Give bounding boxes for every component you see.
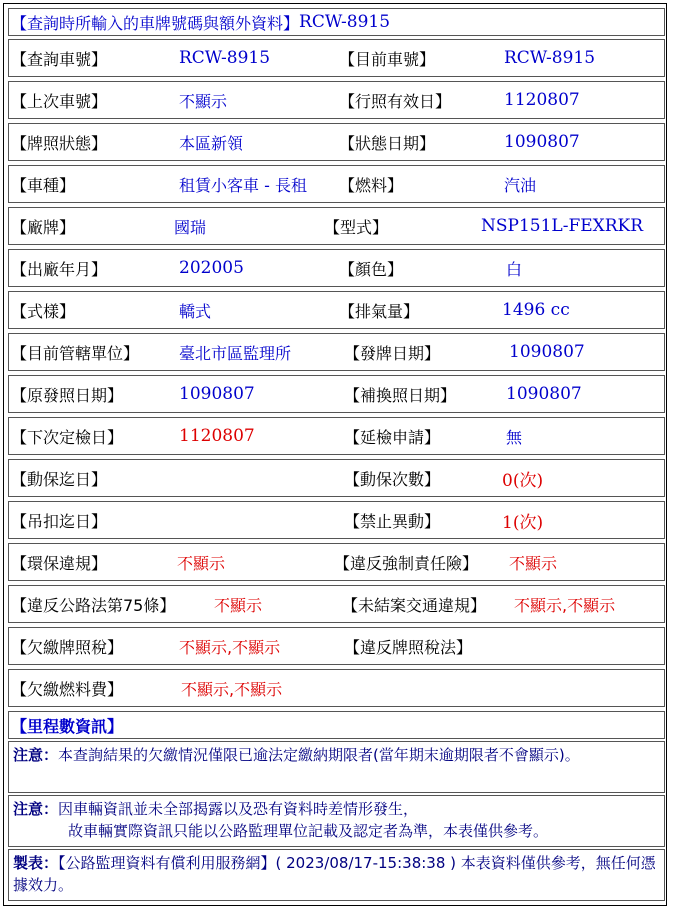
field-label: 【吊扣迄日】 <box>11 511 108 531</box>
field-label: 【顏色】 <box>339 259 404 279</box>
field-value: 不顯示,不顯示 <box>181 679 283 699</box>
field-value: 1(次) <box>502 512 544 533</box>
field-value: 不顯示 <box>179 91 228 111</box>
field-label: 【行照有效日】 <box>339 91 452 111</box>
field-value: 本區新領 <box>179 133 244 153</box>
info-row <box>8 627 665 665</box>
field-value: 租賃小客車 - 長租 <box>179 175 307 195</box>
footer-text: 【公路監理資料有償利用服務網】( 2023/08/17-15:38:38 ) 本表資料僅供參考，無任何憑據效力。 <box>13 854 656 894</box>
field-value: 轎式 <box>179 301 212 321</box>
field-label: 【車種】 <box>11 175 76 195</box>
page-title <box>11 9 390 35</box>
field-value: 不顯示 <box>214 595 263 615</box>
info-row <box>8 123 665 161</box>
field-label: 【延檢申請】 <box>344 427 441 447</box>
field-label: 【式樣】 <box>11 301 76 321</box>
note-2 <box>8 795 665 847</box>
info-row <box>8 459 665 497</box>
info-row <box>8 291 665 329</box>
field-value: NSP151L-FEXRKR <box>481 216 644 236</box>
header-row <box>8 8 665 36</box>
mileage-row <box>8 711 665 739</box>
field-label: 【動保次數】 <box>344 469 441 489</box>
info-row <box>8 417 665 455</box>
field-value: 不顯示 <box>509 553 558 573</box>
field-label: 【查詢車號】 <box>11 49 108 69</box>
info-row <box>8 81 665 119</box>
note-2-line-2: 故車輛實際資訊只能以公路監理單位記載及認定者為準，本表僅供參考。 <box>68 822 549 840</box>
field-value: 1090807 <box>179 384 255 404</box>
field-label: 【環保違規】 <box>11 553 108 573</box>
field-value: RCW-8915 <box>504 48 596 68</box>
note-2-line-1: 因車輛資訊並未全部揭露以及恐有資料時差情形發生， <box>58 800 419 818</box>
field-label: 【禁止異動】 <box>344 511 441 531</box>
field-label: 【目前車號】 <box>339 49 436 69</box>
field-label: 【違反牌照稅法】 <box>344 637 473 657</box>
field-value: 臺北市區監理所 <box>179 343 292 363</box>
page-title-text: 【查詢時所輸入的車牌號碼與額外資料】 <box>11 13 300 33</box>
field-value: RCW-8915 <box>179 48 271 68</box>
field-label: 【目前管轄單位】 <box>11 343 140 363</box>
field-label: 【型式】 <box>324 217 389 237</box>
field-label: 【欠繳牌照稅】 <box>11 637 124 657</box>
mileage-title: 【里程數資訊】 <box>11 716 124 736</box>
field-label: 【牌照狀態】 <box>11 133 108 153</box>
info-row <box>8 207 665 245</box>
field-label: 【廠牌】 <box>11 217 76 237</box>
field-value: 1120807 <box>504 90 580 110</box>
field-label: 【狀態日期】 <box>339 133 436 153</box>
info-row <box>8 501 665 539</box>
info-row <box>8 249 665 287</box>
field-label: 【燃料】 <box>339 175 404 195</box>
field-value: 0(次) <box>502 470 544 491</box>
info-row <box>8 165 665 203</box>
note-1-text: 本查詢結果的欠繳情況僅限已逾法定繳納期限者(當年期末逾期限者不會顯示)。 <box>58 746 580 764</box>
field-label: 【原發照日期】 <box>11 385 124 405</box>
field-label: 【出廠年月】 <box>11 259 108 279</box>
page-title-plate: RCW-8915 <box>299 12 391 32</box>
field-label: 【發牌日期】 <box>344 343 441 363</box>
field-value: 1090807 <box>504 132 580 152</box>
field-value: 1496 cc <box>502 300 570 320</box>
field-value: 不顯示,不顯示 <box>514 595 616 615</box>
field-value: 白 <box>506 259 523 279</box>
field-value: 國瑞 <box>174 217 207 237</box>
note-1-key: 注意： <box>13 746 59 764</box>
info-row <box>8 543 665 581</box>
field-label: 【上次車號】 <box>11 91 108 111</box>
field-label: 【未結案交通違規】 <box>342 595 487 615</box>
field-value: 1090807 <box>509 342 585 362</box>
field-label: 【補換照日期】 <box>344 385 457 405</box>
field-value: 無 <box>506 427 523 447</box>
field-label: 【排氣量】 <box>339 301 420 321</box>
footer-key: 製表： <box>13 854 59 872</box>
info-row <box>8 585 665 623</box>
info-row <box>8 333 665 371</box>
footer-note <box>8 849 665 901</box>
field-value: 1090807 <box>506 384 582 404</box>
note-1 <box>8 741 665 793</box>
field-value: 不顯示,不顯示 <box>179 637 281 657</box>
field-label: 【違反強制責任險】 <box>334 553 479 573</box>
field-value: 不顯示 <box>177 553 226 573</box>
field-label: 【下次定檢日】 <box>11 427 124 447</box>
field-label: 【動保迄日】 <box>11 469 108 489</box>
info-row <box>8 39 665 77</box>
field-value: 1120807 <box>179 426 255 446</box>
info-row <box>8 669 665 707</box>
field-value: 汽油 <box>504 175 537 195</box>
field-label: 【違反公路法第75條】 <box>11 595 176 615</box>
note-2-key: 注意： <box>13 800 59 818</box>
field-label: 【欠繳燃料費】 <box>11 679 124 699</box>
info-row <box>8 375 665 413</box>
field-value: 202005 <box>179 258 244 278</box>
